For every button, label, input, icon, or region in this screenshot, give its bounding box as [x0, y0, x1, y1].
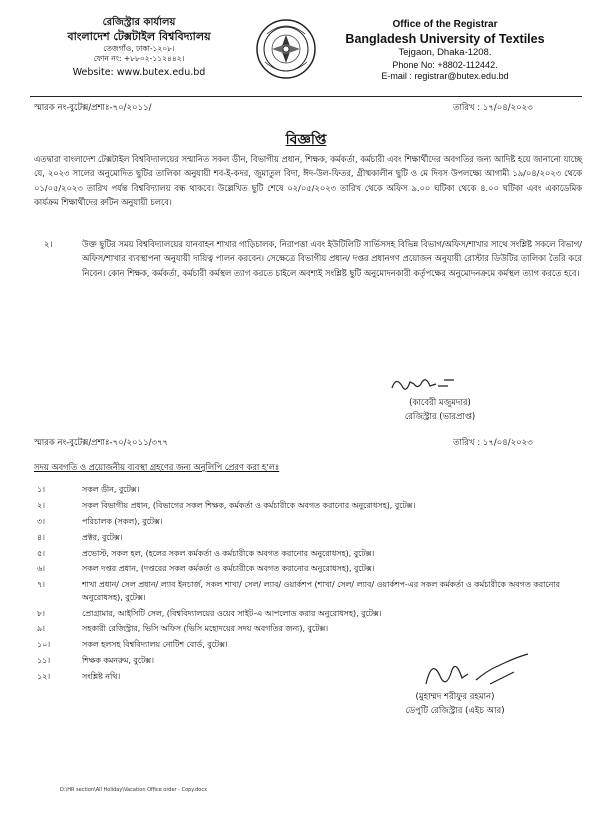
cc-item-number: ৯। [37, 624, 45, 634]
cc-item-text: শাখা প্রধান/ সেল প্রধান/ ল্যাব ইনচার্জ, সকল শাখা/ সেল/ ল্যাব/ ওয়ার্কশপ (শাখা/ সেল/ ল্যাব/ ওয়ার্কশপ-এর সকল কর্মকর্তা ও কর্মচারীকে অবগত করানোর অনুরোধসহ), বুটেক্স। [82, 580, 560, 602]
cc-item [34, 500, 582, 512]
cc-item-text: প্রোগ্রামার, আইসিটি সেল, (বিশ্ববিদ্যালয়ের ওয়েব সাইট-এ আপলোড করার অনুরোধসহ), বুটেক্স। [82, 608, 382, 618]
cc-item [34, 516, 582, 528]
cc-item [34, 548, 582, 560]
cc-item-text: সকল ডীন, বুটেক্স। [82, 485, 140, 494]
notice-paragraph-2: উক্ত ছুটির সময় বিশ্ববিদ্যালয়ের যানবাহন শাখার গাড়িচালক, নিরাপত্তা এবং ইউটিলিটি সার্ভিসসহ বিভিন্ন বিভাগ/অফিস/শাখার সাথে সংশ্লিষ্ট সকলে বিভাগ/অফিস/শাখার ব্যবস্থাপনা অনুযায়ী দায়িত্ব পালন করবেন। সেক্ষেত্রে বিভাগীয় প্রধান/ দপ্তর প্রধানগণ প্রয়োজন অনুযায়ী রোস্টার ডিউটির তালিকা তৈরি করে নিবেন। কোন শিক্ষক, কর্মকর্তা, কর্মচারী কর্মস্থল ত্যাগ করতে চাইলে অবশ্যই সংশ্লিষ্ট ছুটি অনুমোদনকারী কর্তৃপক্ষের অনুমোদনক্রমে কর্মস্থল ত্যাগ করতে হবে। [82, 239, 582, 278]
cc-item-text: সকল হলসহ বিশ্ববিদ্যালয় নোটিশ বোর্ড, বুটেক্স। [82, 640, 228, 650]
cc-item [34, 608, 582, 620]
website: Website: www.butex.edu.bd [72, 66, 206, 78]
file-path-footer: D:\HR section\All Holiday\Vacation Office order - Copy.docx [60, 787, 208, 793]
en-address: Tejgaon, Dhaka-1208. [398, 47, 492, 59]
cc-item-text: পরিচালক (সকল), বুটেক্স। [82, 516, 163, 526]
en-email: E-mail : registrar@butex.edu.bd [381, 71, 509, 82]
cc-item-number: ৬। [37, 564, 45, 574]
cc-heading: সদয় অবগতি ও প্রয়োজনীয় ব্যবস্থা গ্রহণের জন্য অনুলিপি প্রেরণ করা হ'লঃ [34, 462, 280, 472]
cc-item [34, 484, 582, 496]
cc-item-text: সকল দপ্তর প্রধান, (দপ্তরের সকল কর্মকর্তা ও কর্মচারীকে অবগত করানোর অনুরোধসহ), বুটেক্স। [82, 564, 375, 574]
cc-item [34, 532, 582, 544]
paragraph-2-number: ২। [44, 239, 53, 249]
memo-ref-1: স্মারক নং-বুটেক্স/প্রশাঃ-৭০/২০১১/ [34, 103, 152, 113]
signatory-2-designation: ডেপুটি রেজিস্ট্রার (এইচ আর) [405, 705, 505, 716]
deputy-registrar-signature [418, 650, 536, 696]
memo-date-1: তারিখ : ১৭/০৪/২০২৩ [453, 103, 533, 113]
signatory-1-name: (কাবেরী মজুমদার) [409, 398, 471, 408]
cc-item [34, 563, 582, 575]
cc-item-text: সংশ্লিষ্ট নথি। [82, 672, 121, 682]
cc-item-number: ১১। [37, 656, 51, 666]
cc-item-number: ৪। [37, 532, 45, 542]
bn-office-name: রেজিস্ট্রার কার্যালয় [102, 17, 176, 28]
cc-item-number: ১। [37, 485, 45, 494]
cc-item-text: শিক্ষক কমনরুম, বুটেক্স। [82, 656, 154, 666]
header-divider [30, 96, 582, 97]
signatory-1 [370, 397, 510, 424]
header-bengali [34, 16, 244, 79]
cc-item-number: ২। [37, 500, 45, 510]
cc-item-number: ৮। [37, 608, 45, 618]
en-office-name: Office of the Registrar [392, 19, 498, 30]
bn-address: তেজগাঁও, ঢাকা-১২০৮। [103, 44, 175, 54]
registrar-signature [384, 372, 464, 398]
cc-item-number: ৩। [37, 516, 45, 526]
bn-phone: ফোন নং: +৮৮০২-১১২৪৪২। [93, 54, 185, 64]
en-phone: Phone No: +8802-112442. [392, 59, 498, 70]
cc-item [34, 579, 582, 604]
cc-item-number: ১২। [37, 672, 51, 682]
notice-paragraph-1: এতদ্বারা বাংলাদেশ টেক্সটাইল বিশ্ববিদ্যালয়ের সম্মানিত সকল ডীন, বিভাগীয় প্রধান, শিক্ষক, কর্মকর্তা, কর্মচারী এবং শিক্ষার্থীদের অবগতির জন্য আদিষ্ট হয়ে জানানো যাচ্ছে যে, ২০২৩ সালের অনুমোদিত ছুটির তালিকা অনুযায়ী শব-ই-কদর, জুমাতুল বিদা, ঈদ-উল-ফিতর, গ্রীষ্মকালীন ছুটি ও মে দিবস উপলক্ষ্যে আগামী ১৯/০৪/২০২৩ থেকে ০১/০৫/২০২৩ তারিখ পর্যন্ত বিশ্ববিদ্যালয় বন্ধ থাকবে। উল্লেখিত ছুটি শেষে ০২/০৫/২০২৩ তারিখ থেকে অফিস ৯.০০ ঘটিকা থেকে ৪.০০ ঘটিকা এবং একাডেমিক কার্যক্রম শিক্ষার্থীদের রুটিন অনুযায়ী চলবে। [34, 154, 582, 207]
cc-item-text: সহকারী রেজিস্ট্রার, ভিসি অফিস (ভিসি মহোদয়ের সদয় অবগতির জন্য), বুটেক্স। [82, 624, 329, 634]
cc-item-text: প্রক্টর, বুটেক্স। [82, 532, 123, 542]
notice-title-text: বিজ্ঞপ্তি [285, 132, 327, 148]
notice-title [0, 128, 612, 152]
cc-item-text: সকল বিভাগীয় প্রধান, (বিভাগের সকল শিক্ষক, কর্মকর্তা ও কর্মচারীকে অবগত করানোর অনুরোধসহ), বুটেক্স। [82, 500, 416, 510]
bn-university-name: বাংলাদেশ টেক্সটাইল বিশ্ববিদ্যালয় [67, 29, 211, 43]
en-university-name: Bangladesh University of Textiles [345, 32, 545, 46]
memo-date-2: তারিখ : ১৭/০৪/২০২৩ [453, 438, 533, 448]
signatory-1-designation: রেজিস্ট্রার (ভারপ্রাপ্ত) [404, 411, 476, 422]
cc-item-text: প্রভোস্ট, সকল হল, (হলের সকল কর্মকর্তা ও কর্মচারীকে অবগত করানোর অনুরোধসহ), বুটেক্স। [82, 548, 375, 558]
cc-item-number: ৭। [37, 580, 45, 590]
cc-item-number: ১০। [37, 640, 51, 650]
signatory-2-name: (মুহাম্মদ শরীফুর রহমান) [415, 692, 495, 702]
signatory-2 [380, 691, 530, 718]
memo-ref-2: স্মারক নং-বুটেক্স/প্রশাঃ-৭০/২০১১/৩৭৭ [34, 438, 169, 448]
cc-item-number: ৫। [37, 548, 45, 558]
header-english [320, 18, 570, 83]
university-logo [255, 18, 317, 80]
cc-item [34, 623, 582, 635]
